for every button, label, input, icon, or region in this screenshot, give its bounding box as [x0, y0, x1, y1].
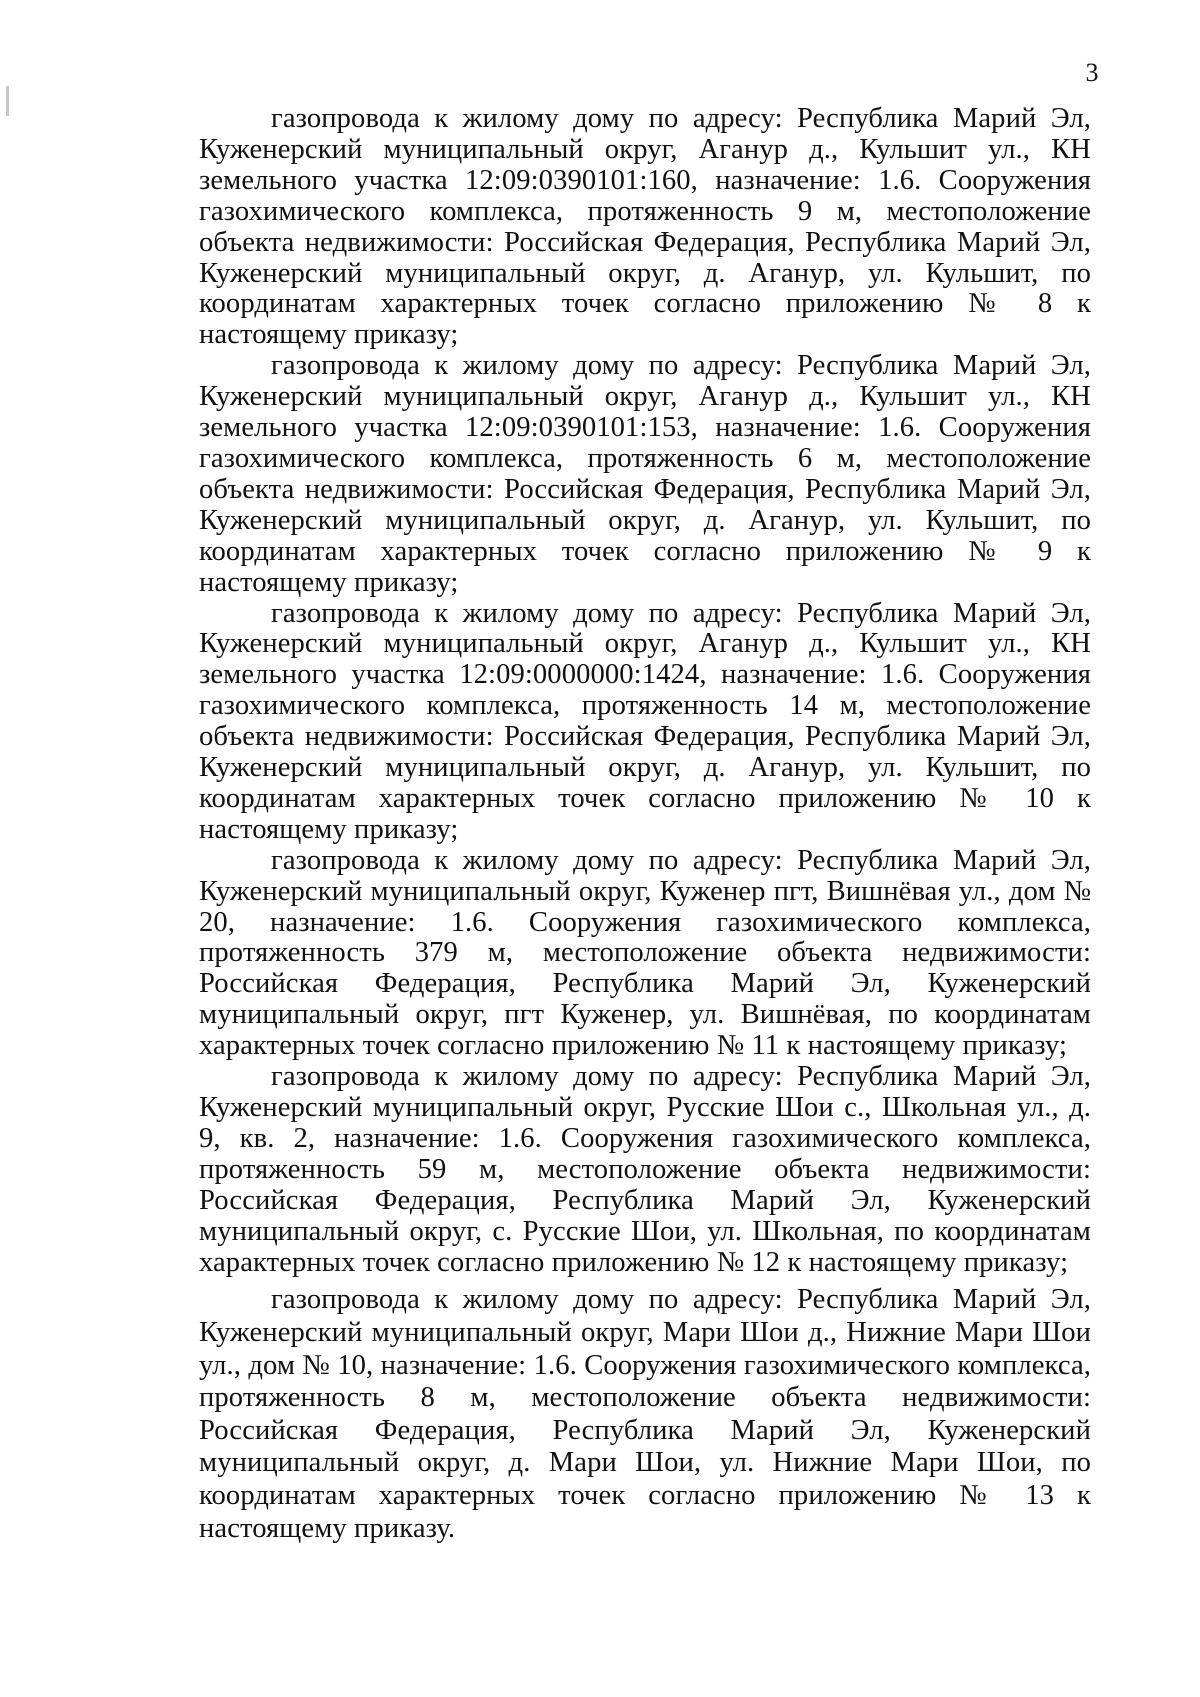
- paragraph-appendix-9: газопровода к жилому дому по адресу: Республика Марий Эл, Куженерский муниципальный округ, Аганур д., Кульшит ул., КН земельного участка 12:09:0390101:153, назначение: 1.6. Сооружения газохимического комплекса, протяженность 6 м, местоположение объекта недвижимости: Российская Федерация, Республика Марий Эл, Куженерский муниципальный округ, д. Аганур, ул. Кульшит, по координатам характерных точек согласно приложению № 9 к настоящему приказу;: [199, 350, 1091, 598]
- paragraph-appendix-11: газопровода к жилому дому по адресу: Республика Марий Эл, Куженерский муниципальный округ, Куженер пгт, Вишнёвая ул., дом № 20, назначение: 1.6. Сооружения газохимического комплекса, протяженность 379 м, местоположение объекта недвижимости: Российская Федерация, Республика Марий Эл, Куженерский муниципальный округ, пгт Куженер, ул. Вишнёвая, по координатам характерных точек согласно приложению № 11 к настоящему приказу;: [199, 844, 1091, 1062]
- document-body: [199, 104, 1091, 1545]
- paragraph-appendix-12: газопровода к жилому дому по адресу: Республика Марий Эл, Куженерский муниципальный округ, Русские Шои с., Школьная ул., д. 9, кв. 2, назначение: 1.6. Сооружения газохимического комплекса, протяженность 59 м, местоположение объекта недвижимости: Российская Федерация, Республика Марий Эл, Куженерский муниципальный округ, с. Русские Шои, ул. Школьная, по координатам характерных точек согласно приложению № 12 к настоящему приказу;: [199, 1061, 1091, 1278]
- paragraph-appendix-8: газопровода к жилому дому по адресу: Республика Марий Эл, Куженерский муниципальный округ, Аганур д., Кульшит ул., КН земельного участка 12:09:0390101:160, назначение: 1.6. Сооружения газохимического комплекса, протяженность 9 м, местоположение объекта недвижимости: Российская Федерация, Республика Марий Эл, Куженерский муниципальный округ, д. Аганур, ул. Кульшит, по координатам характерных точек согласно приложению № 8 к настоящему приказу;: [199, 103, 1091, 351]
- scan-artifact: [6, 86, 9, 116]
- paragraph-appendix-10: газопровода к жилому дому по адресу: Республика Марий Эл, Куженерский муниципальный округ, Аганур д., Кульшит ул., КН земельного участка 12:09:0000000:1424, назначение: 1.6. Сооружения газохимического комплекса, протяженность 14 м, местоположение объекта недвижимости: Российская Федерация, Республика Марий Эл, Куженерский муниципальный округ, д. Аганур, ул. Кульшит, по координатам характерных точек согласно приложению № 10 к настоящему приказу;: [199, 597, 1091, 845]
- page-number: 3: [1085, 58, 1099, 87]
- paragraph-appendix-13: газопровода к жилому дому по адресу: Республика Марий Эл, Куженерский муниципальный округ, Мари Шои д., Нижние Мари Шои ул., дом № 10, назначение: 1.6. Сооружения газохимического комплекса, протяженность 8 м, местоположение объекта недвижимости: Российская Федерация, Республика Марий Эл, Куженерский муниципальный округ, д. Мари Шои, ул. Нижние Мари Шои, по координатам характерных точек согласно приложению № 13 к настоящему приказу.: [199, 1284, 1091, 1544]
